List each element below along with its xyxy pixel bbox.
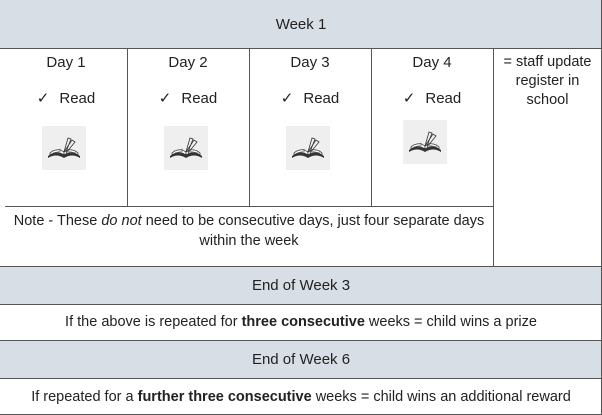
week6-rule-bold: further three consecutive [137,388,312,405]
week3-rule-prefix: If the above is repeated for [65,314,242,330]
week3-rule-bold: three consecutive [241,314,365,330]
divider [0,48,602,49]
week3-rule-text [65,314,537,330]
day-cell-1 [5,48,127,206]
week3-rule-suffix: weeks = child wins a prize [364,314,537,330]
divider [0,340,602,341]
day-label: Day 3 [290,54,330,71]
note-cell [5,206,493,266]
day-label: Day 2 [168,54,208,71]
divider [0,304,602,305]
read-row [127,89,249,107]
read-label: Read [425,90,462,107]
open-book-icon [403,120,447,164]
read-row [371,89,493,107]
read-label: Read [59,90,96,107]
week3-header [0,266,602,304]
week6-rule [0,378,602,415]
check-icon: ✓ [36,90,50,107]
divider [371,48,372,206]
divider [0,266,602,267]
day-cell-4 [371,48,493,206]
staff-note-cell [493,48,602,266]
day-cell-2 [127,48,249,206]
open-book-icon [164,126,208,170]
divider [249,48,250,206]
note-text [5,206,493,266]
divider [493,48,494,266]
week6-header [0,340,602,378]
divider [0,378,602,379]
note-suffix: need to be consecutive days, just four separate days within the week [141,213,485,249]
week3-header-text: End of Week 3 [251,276,351,294]
day-label: Day 1 [46,54,86,71]
divider [127,48,128,206]
week1-header-text: Week 1 [275,15,327,33]
check-icon: ✓ [158,90,172,107]
check-icon: ✓ [280,90,294,107]
note-prefix: Note - These [13,213,102,229]
open-book-icon [42,126,86,170]
read-label: Read [303,90,340,107]
week1-header [0,0,602,48]
staff-note-text: = staff update register in school [503,54,592,108]
check-icon: ✓ [402,90,416,107]
open-book-icon [286,126,330,170]
day-cell-3 [249,48,371,206]
read-row [5,89,127,107]
week6-rule-prefix: If repeated for a [31,388,138,405]
read-label: Read [181,90,218,107]
note-emphasis: do not [101,213,142,229]
divider [5,206,493,207]
day-label: Day 4 [412,54,452,71]
week3-rule [0,304,602,340]
week6-header-text: End of Week 6 [251,350,351,368]
week6-rule-suffix: weeks = child wins an additional reward [311,388,571,405]
week6-rule-text [31,389,571,405]
read-row [249,89,371,107]
